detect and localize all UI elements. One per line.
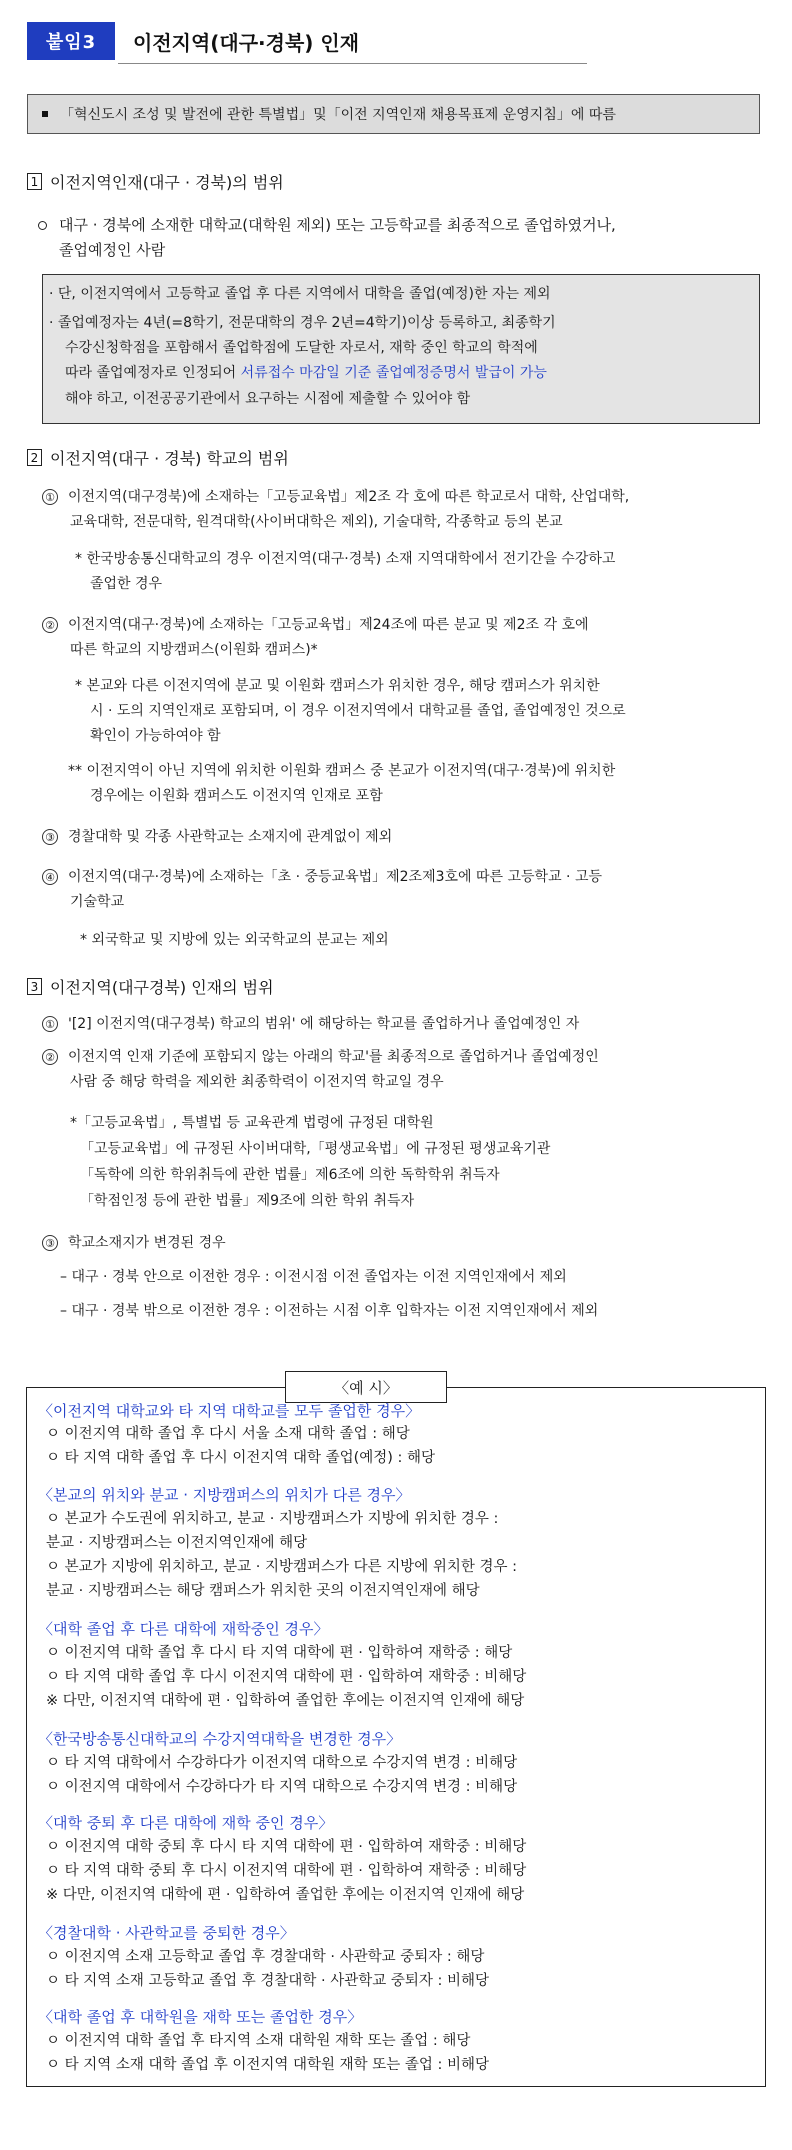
example-label: 〈예 시〉 <box>285 1371 447 1403</box>
section-title: 이전지역(대구경북) 인재의 범위 <box>50 978 274 997</box>
example-group-heading: 〈경찰대학 · 사관학교를 중퇴한 경우〉 <box>38 1924 295 1942</box>
sec2-item4-line1: ④ 이전지역(대구·경북)에 소재하는「초 · 중등교육법」제2조제3호에 따른 고등학교 · 고등 <box>42 866 602 889</box>
sec2-item2-line1: ② 이전지역(대구·경북)에 소재하는「고등교육법」제24조에 따른 분교 및 제2조 각 호에 <box>42 614 589 637</box>
example-line: ㅇ 타 지역 대학 중퇴 후 다시 이전지역 대학에 편 · 입학하여 재학중 : 비해당 <box>46 1863 527 1879</box>
example-line: ㅇ 타 지역 대학 졸업 후 다시 이전지역 대학 졸업(예정) : 해당 <box>46 1450 436 1466</box>
sec2-item2-line2: 따른 학교의 지방캠퍼스(이원화 캠퍼스)* <box>70 642 318 658</box>
example-line: ㅇ 이전지역 대학 졸업 후 다시 서울 소재 대학 졸업 : 해당 <box>46 1426 410 1442</box>
example-line: ㅇ 타 지역 소재 고등학교 졸업 후 경찰대학 · 사관학교 중퇴자 : 비해당 <box>46 1973 489 1989</box>
circle-bullet-icon <box>38 221 47 230</box>
example-line: ㅇ 이전지역 대학 졸업 후 다시 타 지역 대학에 편 · 입학하여 재학중 : 해당 <box>46 1645 513 1661</box>
example-line: ㅇ 본교가 지방에 위치하고, 분교 · 지방캠퍼스가 다른 지방에 위치한 경우 : <box>46 1559 518 1575</box>
sec2-item4-note1: * 외국학교 및 지방에 있는 외국학교의 분교는 제외 <box>80 932 389 948</box>
example-group-heading: 〈대학 졸업 후 다른 대학에 재학중인 경우〉 <box>38 1620 329 1638</box>
example-line: 분교 · 지방캠퍼스는 이전지역인재에 해당 <box>46 1535 308 1551</box>
highlight-deadline: 서류접수 마감일 기준 졸업예정증명서 발급이 가능 <box>240 365 547 381</box>
example-line: ※ 다만, 이전지역 대학에 편 · 입학하여 졸업한 후에는 이전지역 인재에 해당 <box>46 1693 525 1709</box>
sec2-item2-note5: 경우에는 이원화 캠퍼스도 이전지역 인재로 포함 <box>90 788 383 804</box>
sec3-item2-line1: ② 이전지역 인재 기준에 포함되지 않는 아래의 학교'를 최종적으로 졸업하거나 졸업예정인 <box>42 1046 599 1069</box>
sec3-note4: 「학점인정 등에 관한 법률」제9조에 의한 학위 취득자 <box>80 1193 415 1209</box>
sec2-item2-note2: 시 · 도의 지역인재로 포함되며, 이 경우 이전지역에서 대학교를 졸업, 졸업예정인 것으로 <box>90 703 626 719</box>
section-number: 3 <box>27 978 42 995</box>
cond-line1: · 단, 이전지역에서 고등학교 졸업 후 다른 지역에서 대학을 졸업(예정)한 자는 제외 <box>49 286 551 302</box>
sec3-item2-line2: 사람 중 해당 학력을 제외한 최종학력이 이전지역 학교일 경우 <box>70 1074 444 1090</box>
sec1-main-line1: 대구 · 경북에 소재한 대학교(대학원 제외) 또는 고등학교를 최종적으로 졸업하였거나, <box>38 213 616 237</box>
sec2-item1-note1: * 한국방송통신대학교의 경우 이전지역(대구·경북) 소재 지역대학에서 전기간을 수강하고 <box>75 551 616 567</box>
section-number: 2 <box>27 449 42 466</box>
sec3-dash1: – 대구 · 경북 안으로 이전한 경우 : 이전시점 이전 졸업자는 이전 지역인재에서 제외 <box>60 1269 567 1285</box>
sec1-main-line2: 졸업예정인 사람 <box>59 241 166 259</box>
example-group-heading: 〈대학 졸업 후 대학원을 재학 또는 졸업한 경우〉 <box>38 2008 363 2026</box>
sec2-item2-note4: ** 이전지역이 아닌 지역에 위치한 이원화 캠퍼스 중 본교가 이전지역(대구·경북)에 위치한 <box>68 763 616 779</box>
example-line: ㅇ 타 지역 대학 졸업 후 다시 이전지역 대학에 편 · 입학하여 재학중 : 비해당 <box>46 1669 527 1685</box>
cond-line5: 해야 하고, 이전공공기관에서 요구하는 시점에 제출할 수 있어야 함 <box>65 391 471 407</box>
section-title: 이전지역(대구 · 경북) 학교의 범위 <box>50 449 289 468</box>
notice-text: 「혁신도시 조성 및 발전에 관한 특별법」및「이전 지역인재 채용목표제 운영지침」에 따름 <box>60 107 616 123</box>
cond-line4: 따라 졸업예정자로 인정되어 서류접수 마감일 기준 졸업예정증명서 발급이 가능 <box>65 365 547 381</box>
legal-basis-notice <box>27 94 760 134</box>
example-line: ㅇ 이전지역 소재 고등학교 졸업 후 경찰대학 · 사관학교 중퇴자 : 해당 <box>46 1949 485 1965</box>
sec2-item1-note2: 졸업한 경우 <box>90 576 163 592</box>
example-group-heading: 〈본교의 위치와 분교 · 지방캠퍼스의 위치가 다른 경우〉 <box>38 1486 411 1504</box>
cond-line2: · 졸업예정자는 4년(=8학기, 전문대학의 경우 2년=4학기)이상 등록하고, 최종학기 <box>49 315 556 331</box>
section-3-heading <box>27 975 274 998</box>
sec2-item3-line1: ③ 경찰대학 및 각종 사관학교는 소재지에 관계없이 제외 <box>42 826 392 849</box>
sec2-item2-note1: * 본교와 다른 이전지역에 분교 및 이원화 캠퍼스가 위치한 경우, 해당 캠퍼스가 위치한 <box>75 678 600 694</box>
sec3-note3: 「독학에 의한 학위취득에 관한 법률」제6조에 의한 독학학위 취득자 <box>80 1167 500 1183</box>
sec2-item1-line2: 교육대학, 전문대학, 원격대학(사이버대학은 제외), 기술대학, 각종학교 등의 본교 <box>70 514 563 530</box>
square-bullet-icon <box>42 111 48 117</box>
sec2-item4-line2: 기술학교 <box>70 894 125 910</box>
example-line: ㅇ 이전지역 대학에서 수강하다가 타 지역 대학으로 수강지역 변경 : 비해당 <box>46 1779 518 1795</box>
page-title: 이전지역(대구·경북) 인재 <box>133 31 360 55</box>
section-title: 이전지역인재(대구 · 경북)의 범위 <box>50 173 284 192</box>
sec2-item1-line1: ① 이전지역(대구경북)에 소재하는「고등교육법」제2조 각 호에 따른 학교로서 대학, 산업대학, <box>42 486 629 509</box>
sec2-item2-note3: 확인이 가능하여야 함 <box>90 728 221 744</box>
example-line: 분교 · 지방캠퍼스는 해당 캠퍼스가 위치한 곳의 이전지역인재에 해당 <box>46 1583 480 1599</box>
example-line: ㅇ 본교가 수도권에 위치하고, 분교 · 지방캠퍼스가 지방에 위치한 경우 : <box>46 1511 499 1527</box>
attachment-badge: 붙임3 <box>27 22 115 60</box>
example-line: ㅇ 타 지역 소재 대학 졸업 후 이전지역 대학원 재학 또는 졸업 : 비해당 <box>46 2057 489 2073</box>
sec3-note1: *「고등교육법」, 특별법 등 교육관계 법령에 규정된 대학원 <box>70 1115 434 1131</box>
example-line: ㅇ 이전지역 대학 중퇴 후 다시 타 지역 대학에 편 · 입학하여 재학중 : 비해당 <box>46 1839 527 1855</box>
example-line: ㅇ 이전지역 대학 졸업 후 타지역 소재 대학원 재학 또는 졸업 : 해당 <box>46 2033 471 2049</box>
section-2-heading <box>27 446 289 469</box>
section-1-heading <box>27 170 284 193</box>
example-line: ※ 다만, 이전지역 대학에 편 · 입학하여 졸업한 후에는 이전지역 인재에 해당 <box>46 1887 525 1903</box>
title-underline <box>118 63 587 64</box>
example-group-heading: 〈대학 중퇴 후 다른 대학에 재학 중인 경우〉 <box>38 1814 334 1832</box>
sec3-item1-line1: ① '[2] 이전지역(대구경북) 학교의 범위' 에 해당하는 학교를 졸업하거나 졸업예정인 자 <box>42 1013 579 1036</box>
sec3-dash2: – 대구 · 경북 밖으로 이전한 경우 : 이전하는 시점 이후 입학자는 이전 지역인재에서 제외 <box>60 1303 599 1319</box>
section-number: 1 <box>27 173 42 190</box>
example-group-heading: 〈이전지역 대학교와 타 지역 대학교를 모두 졸업한 경우〉 <box>38 1402 421 1420</box>
cond-line3: 수강신청학점을 포함해서 졸업학점에 도달한 자로서, 재학 중인 학교의 학적에 <box>65 340 538 356</box>
sec3-note2: 「고등교육법」에 규정된 사이버대학,「평생교육법」에 규정된 평생교육기관 <box>80 1141 551 1157</box>
example-group-heading: 〈한국방송통신대학교의 수강지역대학을 변경한 경우〉 <box>38 1730 402 1748</box>
sec3-item3-line1: ③ 학교소재지가 변경된 경우 <box>42 1232 226 1255</box>
example-line: ㅇ 타 지역 대학에서 수강하다가 이전지역 대학으로 수강지역 변경 : 비해당 <box>46 1755 518 1771</box>
